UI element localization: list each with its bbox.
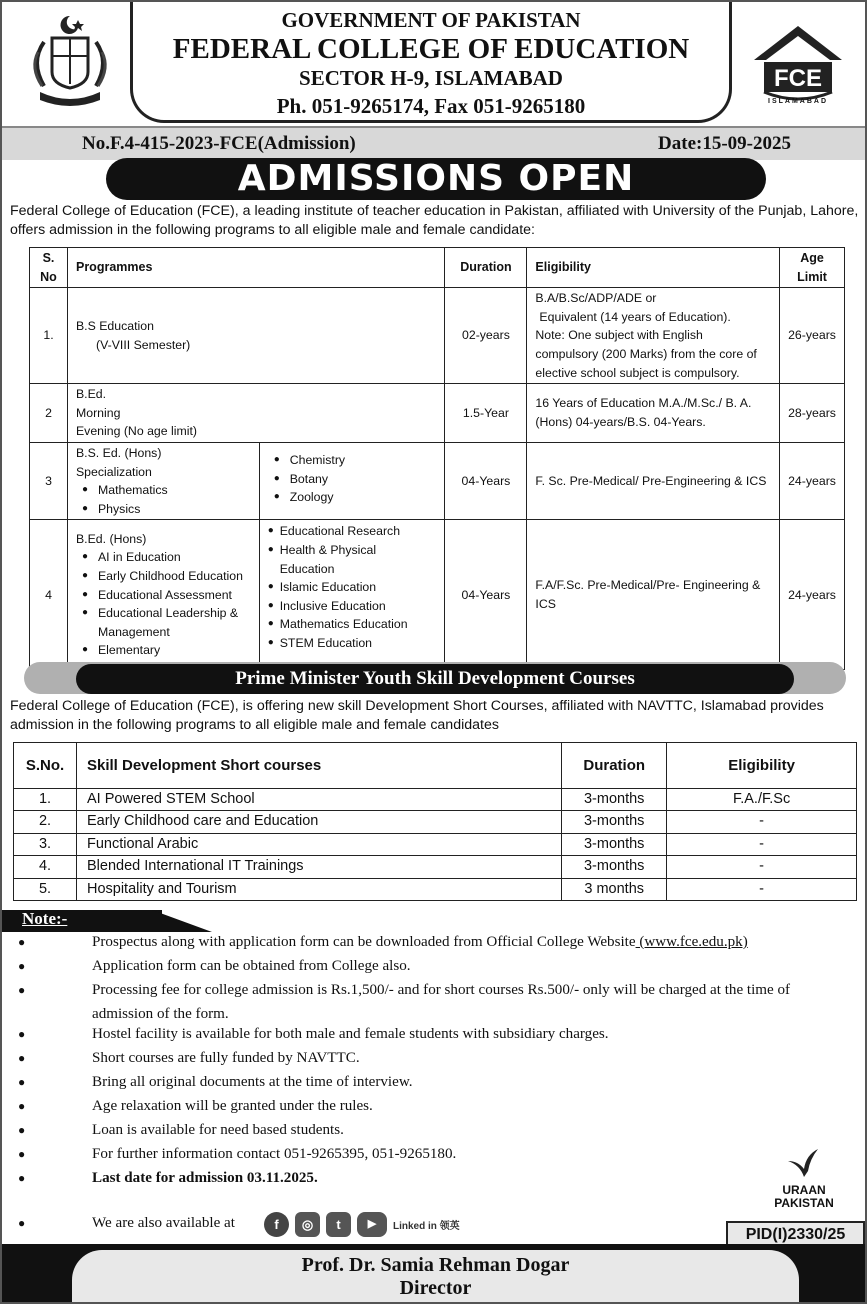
list-item: ● Educational Research [268, 522, 437, 541]
list-item: ● Islamic Education [268, 578, 437, 597]
list-item: ● Early Childhood Education [76, 567, 251, 586]
facebook-icon[interactable]: f [264, 1212, 289, 1237]
course-sno: 4. [14, 856, 77, 878]
list-item: ● Physics [76, 500, 251, 519]
col-sno: S. No [30, 248, 68, 288]
reference-bar [2, 126, 867, 160]
college-phone: Ph. 051-9265174, Fax 051-9265180 [276, 94, 586, 118]
table-row [30, 288, 845, 384]
program-duration: 1.5-Year [445, 384, 527, 443]
col-sno: S.No. [14, 743, 77, 789]
pid-badge: PID(I)2330/25 [726, 1221, 865, 1249]
director-name: Prof. Dr. Samia Rehman Dogar [301, 1254, 570, 1276]
courses-table [13, 742, 857, 901]
skills-intro-text: Federal College of Education (FCE), is offering new skill Development Short Courses, affiliated with NAVTTC, Islamabad provides admission in the following programs to all eligible male and female candidates [10, 698, 824, 733]
course-duration: 3-months [562, 789, 667, 811]
list-item: ● Health & Physical Education [268, 541, 437, 578]
list-item: ● Hostel facility is available for both male and female students with subsidiary charges. [18, 1026, 609, 1042]
course-eligibility: - [667, 833, 857, 855]
list-item: ● We are also available at [18, 1215, 235, 1231]
intro-text: Federal College of Education (FCE), a leading institute of teacher education in Pakistan, affiliated with University of the Punjab, Lahore, offers admission in the following programs to all eligible male and female candidate: [10, 203, 859, 238]
table-row [14, 833, 857, 855]
program-duration: 04-Years [445, 442, 527, 519]
uraan-text: URAAN [782, 1183, 826, 1197]
social-links [264, 1210, 460, 1238]
instagram-icon[interactable]: ◎ [295, 1212, 320, 1237]
table-row [14, 878, 857, 900]
list-item: ● Short courses are fully funded by NAVTTC. [18, 1050, 360, 1066]
list-item: ● Loan is available for need based students. [18, 1122, 344, 1138]
program-eligibility: F.A/F.Sc. Pre-Medical/Pre- Engineering & ICS [527, 520, 780, 670]
course-duration: 3-months [562, 856, 667, 878]
fce-logo-city: ISLAMABAD [768, 98, 828, 105]
list-item: ● Chemistry [268, 451, 437, 470]
course-eligibility: - [667, 856, 857, 878]
list-item: ● Mathematics [76, 481, 251, 500]
program-eligibility: F. Sc. Pre-Medical/ Pre-Engineering & ICS [527, 442, 780, 519]
government-title: GOVERNMENT OF PAKISTAN [281, 8, 581, 32]
program-duration: 04-Years [445, 520, 527, 670]
course-name: Hospitality and Tourism [76, 878, 561, 900]
program-eligibility: 16 Years of Education M.A./M.Sc./ B. A. (Hons) 04-years/B.S. 04-Years. [527, 384, 780, 443]
list-item: ● AI in Education [76, 548, 251, 567]
fce-logo-text: FCE [774, 65, 822, 92]
programs-header-row [30, 248, 845, 288]
course-name: Blended International IT Trainings [76, 856, 561, 878]
college-title: FEDERAL COLLEGE OF EDUCATION [172, 33, 690, 65]
course-name: Early Childhood care and Education [76, 811, 561, 833]
program-name: B.Ed. Morning Evening (No age limit) [67, 384, 444, 443]
note-label: Note:- [22, 909, 68, 928]
course-sno: 2. [14, 811, 77, 833]
footer-signature [72, 1250, 799, 1304]
course-duration: 3 months [562, 878, 667, 900]
row-sno: 2 [30, 384, 68, 443]
course-eligibility: F.A./F.Sc [667, 789, 857, 811]
col-eligibility: Eligibility [667, 743, 857, 789]
list-item: ● Educational Assessment [76, 586, 251, 605]
notice-date: Date:15-09-2025 [658, 133, 791, 154]
course-duration: 3-months [562, 811, 667, 833]
col-duration: Duration [445, 248, 527, 288]
row-sno: 1. [30, 288, 68, 384]
reference-number: No.F.4-415-2023-FCE(Admission) [82, 133, 356, 154]
list-item: ● Prospectus along with application form can be downloaded from Official College Website (www.fce.edu.pk) [18, 934, 748, 950]
skills-banner: Prime Minister Youth Skill Development Courses [76, 664, 794, 694]
list-item: ● Bring all original documents at the time of interview. [18, 1074, 413, 1090]
program-age: 24-years [780, 520, 845, 670]
program-name: B.Ed. (Hons) ● AI in Education ● Early Childhood Education ● Educational Assessment ● Educational Leadership & Management ● Elementary [67, 520, 259, 670]
list-item: ● Educational Leadership & Management [76, 604, 251, 641]
list-item: ● Zoology [268, 488, 437, 507]
table-row [14, 789, 857, 811]
col-eligibility: Eligibility [527, 248, 780, 288]
list-item: ● Botany [268, 470, 437, 489]
director-title: Director [399, 1277, 472, 1299]
list-item: ● Inclusive Education [268, 597, 437, 616]
list-item: ● Age relaxation will be granted under the rules. [18, 1098, 373, 1114]
state-emblem-icon [22, 12, 118, 112]
course-eligibility: - [667, 878, 857, 900]
uraan-bird-icon [784, 1147, 824, 1179]
admissions-banner: ADMISSIONS OPEN [106, 158, 766, 200]
table-row [30, 442, 845, 519]
twitter-icon[interactable]: t [326, 1212, 351, 1237]
program-eligibility: B.A/B.Sc/ADP/ADE or Equivalent (14 years of Education). Note: One subject with English compulsory (200 Marks) from the core of elective school subject is compulsory. [527, 288, 780, 384]
table-row [14, 856, 857, 878]
header [2, 2, 867, 126]
linkedin-icon[interactable]: Linked in 领英 [393, 1220, 460, 1232]
course-name: Functional Arabic [76, 833, 561, 855]
course-sno: 5. [14, 878, 77, 900]
col-course-name: Skill Development Short courses [76, 743, 561, 789]
program-age: 28-years [780, 384, 845, 443]
college-website-link[interactable]: (www.fce.edu.pk) [635, 934, 748, 950]
col-programmes: Programmes [67, 248, 444, 288]
program-name: B.S. Ed. (Hons) Specialization ● Mathematics ● Physics [67, 442, 259, 519]
table-row [30, 384, 845, 443]
program-subjects [259, 520, 445, 670]
table-row [14, 811, 857, 833]
list-item: ● Processing fee for college admission is Rs.1,500/- and for short courses Rs.500/- only will be charged at the time of admission of the form. [18, 982, 791, 1022]
course-duration: 3-months [562, 833, 667, 855]
list-item: ● Last date for admission 03.11.2025. [18, 1170, 318, 1186]
table-row [30, 520, 845, 670]
list-item: ● Elementary [76, 641, 251, 660]
youtube-icon[interactable]: ▶ [357, 1212, 387, 1237]
list-item: ● Mathematics Education [268, 615, 437, 634]
courses-header-row [14, 743, 857, 789]
program-duration: 02-years [445, 288, 527, 384]
col-duration: Duration [562, 743, 667, 789]
course-sno: 3. [14, 833, 77, 855]
course-sno: 1. [14, 789, 77, 811]
course-eligibility: - [667, 811, 857, 833]
program-age: 24-years [780, 442, 845, 519]
program-name: B.S Education (V-VIII Semester) [67, 288, 444, 384]
list-item: ● STEM Education [268, 634, 437, 653]
list-item: ● For further information contact 051-9265395, 051-9265180. [18, 1146, 457, 1162]
pakistan-text: PAKISTAN [774, 1196, 834, 1210]
programs-table [29, 247, 845, 670]
header-box [130, 2, 732, 123]
uraan-pakistan-logo [754, 1147, 854, 1210]
row-sno: 3 [30, 442, 68, 519]
list-item: ● Application form can be obtained from College also. [18, 958, 411, 974]
program-age: 26-years [780, 288, 845, 384]
col-age-limit: Age Limit [780, 248, 845, 288]
college-sector: SECTOR H-9, ISLAMABAD [299, 66, 563, 90]
row-sno: 4 [30, 520, 68, 670]
course-name: AI Powered STEM School [76, 789, 561, 811]
program-subjects [259, 442, 445, 519]
